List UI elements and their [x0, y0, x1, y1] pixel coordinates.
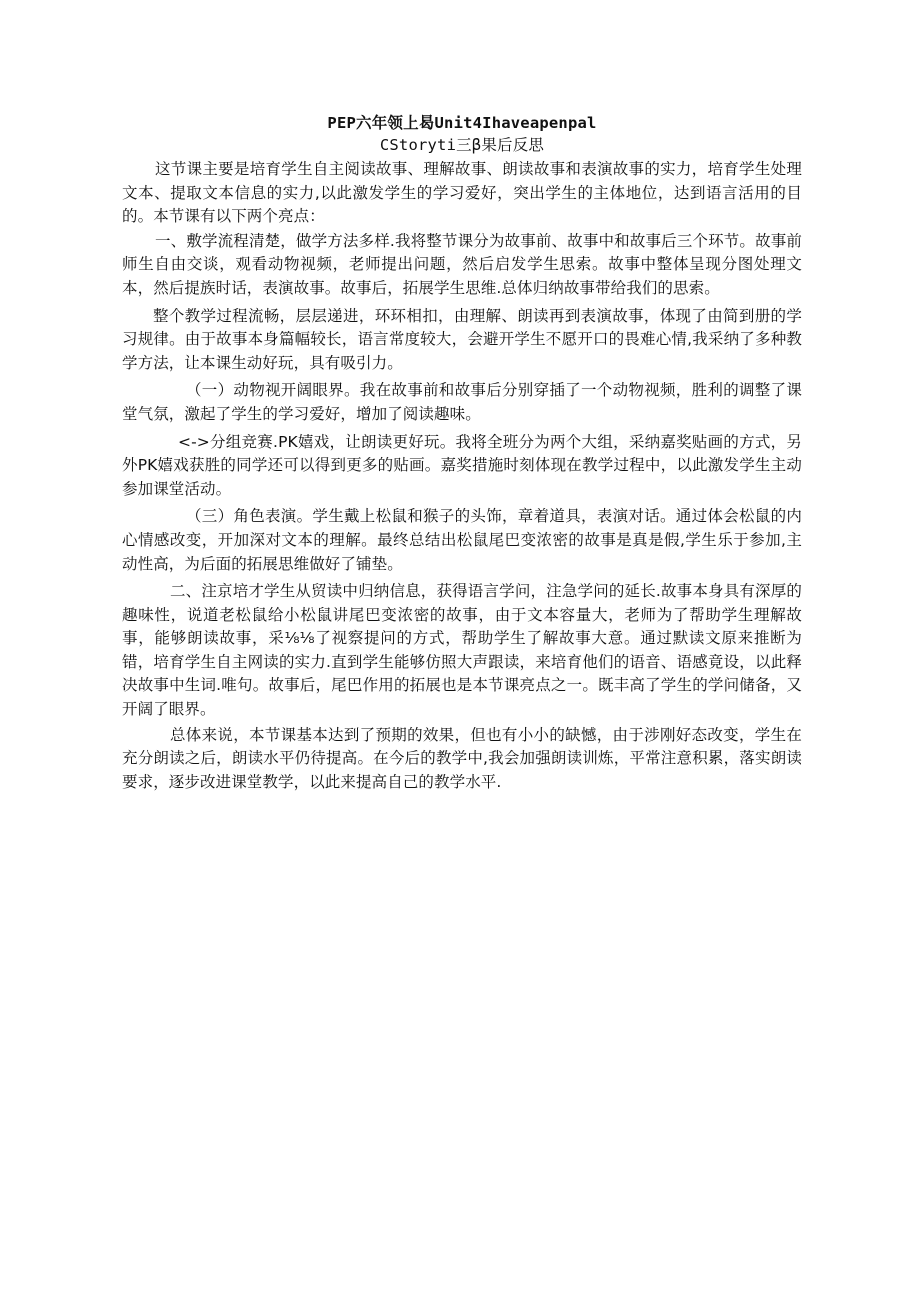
- document-subtitle: CStoryti三β果后反思: [379, 136, 545, 154]
- paragraph-highlight-two: 二、注京培才学生从贸读中归纳信息，获得语言学问，注急学问的延长.故事本身具有深厚的趣味性，说道老松鼠给小松鼠讲尾巴变浓密的故事，由于文本容量大，老师为了帮助学生理解故事，能够朗读故事，采⅛⅛了视察提问的方式，帮助学生了解故事大意。通过默读文原来推断为错，培育学生自主网读的实力.直到学生能够仿照大声跟读，来培育他们的语音、语感竟设，以此释决故事中生词.唯句。故事后，尾巴作用的拓展也是本节课亮点之一。既丰高了学生的学问储备，又开阔了眼界。: [122, 582, 802, 719]
- paragraph-group-competition: <->分组竞赛.PK嬉戏，让朗读更好玩。我将全班分为两个大组，采纳嘉奖贴画的方式，另外PK嬉戏获胜的同学还可以得到更多的贴画。嘉奖措施时刻体现在教学过程中，以此激发学生主动参加课堂活动。: [122, 432, 802, 498]
- document-title: PEP六年领上曷Unit4Ihaveapenpal: [327, 114, 597, 132]
- paragraph-intro: 这节课主要是培育学生自主阅读故事、理解故事、朗读故事和表演故事的实力，培育学生处理文本、提取文本信息的实力,以此激发学生的学习爱好，突出学生的主体地位，达到语言活用的目的。本节课有以下两个亮点：: [122, 160, 802, 226]
- paragraph-animal-video: （一）动物视开阔眼界。我在故事前和故事后分别穿插了一个动物视频，胜利的调整了课堂气氛，激起了学生的学习爱好，增加了阅读趣味。: [122, 381, 802, 423]
- document-page: [122, 112, 802, 794]
- paragraph-process-flow: 整个教学过程流畅，层层递进，环环相扣，由理解、朗读再到表演故事，体现了由简到册的学习规律。由于故事本身篇幅较长，语言常度较大，会避开学生不愿开口的畏难心情,我采纳了多种教学方法，让本课生动好玩，具有吸引力。: [122, 306, 802, 372]
- paragraph-summary: 总体来说，本节课基本达到了预期的效果，但也有小小的缺憾，由于涉刚好态改变，学生在充分朗读之后，朗读水平仍待提高。在今后的教学中,我会加强朗读训炼，平常注意积累，落实朗读要求，逐步改进课堂教学，以此来提高自己的教学水平.: [122, 725, 802, 791]
- paragraph-role-play: （三）角色表演。学生戴上松鼠和猴子的头饰，章着道具，表演对话。通过体会松鼠的内心情感改变，开加深对文本的理解。最终总结出松鼠尾巴变浓密的故事是真是假,学生乐于参加,主动性高，为后面的拓展思维做好了铺垫。: [122, 507, 802, 573]
- paragraph-highlight-one: 一、敷学流程清楚，做学方法多样.我将整节课分为故事前、故事中和故事后三个环节。故事前师生自由交谈，观看动物视频，老师提出问题，然后启发学生思索。故事中整体呈现分图处理文本，然后提族时话，表演故事。故事后，拓展学生思维.总体归纳故事带给我们的思索。: [122, 231, 802, 297]
